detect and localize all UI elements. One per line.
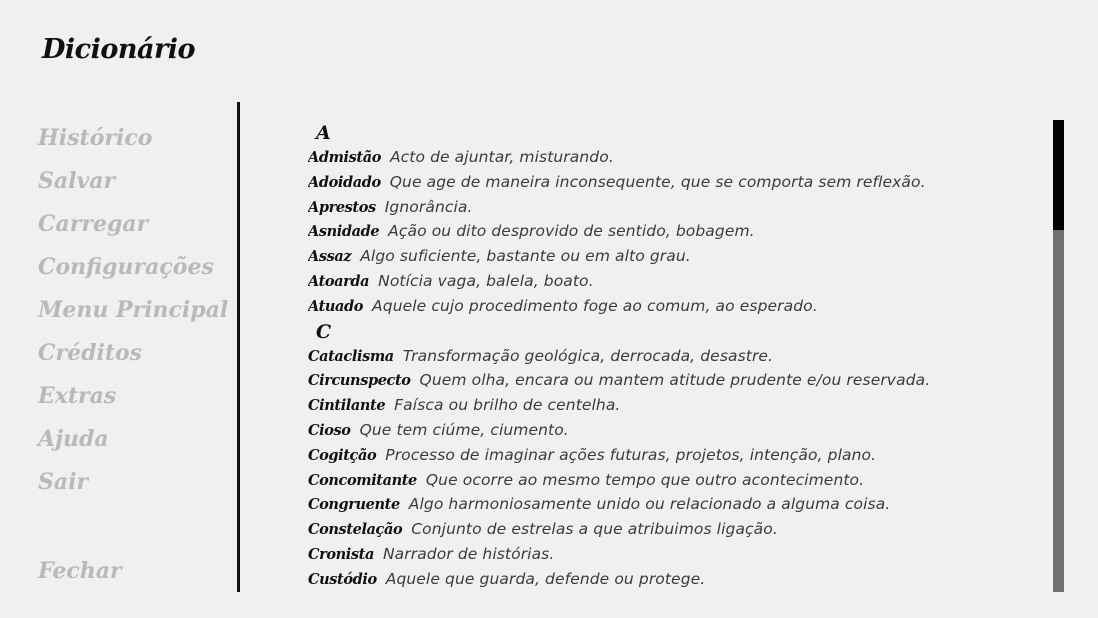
list-item — [308, 418, 1038, 443]
scrollbar[interactable] — [1053, 120, 1064, 592]
entry-word: Concomitante — [308, 471, 417, 489]
entry-definition: Ação ou dito desprovido de sentido, bobagem. — [388, 222, 755, 241]
list-item — [308, 294, 1038, 319]
list-item — [308, 517, 1038, 542]
entry-definition: Processo de imaginar ações futuras, projetos, intenção, plano. — [385, 445, 877, 464]
close-button[interactable]: Fechar — [38, 558, 122, 584]
list-item — [308, 542, 1038, 567]
menu-item-sair[interactable]: Sair — [38, 469, 89, 495]
list-item — [308, 344, 1038, 369]
list-item — [308, 567, 1038, 592]
entry-definition: Aquele cujo procedimento foge ao comum, ao esperado. — [372, 296, 818, 315]
entry-word: Constelação — [308, 521, 403, 539]
section-letter: A — [316, 122, 331, 144]
page-title: Dicionário — [42, 34, 195, 65]
entry-word: Aprestos — [308, 198, 376, 216]
entry-word: Cogitção — [308, 446, 377, 464]
list-item — [308, 468, 1038, 493]
section-letter: C — [316, 320, 332, 343]
entry-word: Cioso — [308, 421, 351, 439]
menu-item-carregar[interactable]: Carregar — [38, 211, 149, 237]
list-item — [308, 170, 1038, 195]
entry-definition: Que tem ciúme, ciumento. — [359, 420, 569, 439]
list-item — [308, 219, 1038, 244]
game-menu — [38, 120, 228, 507]
list-item — [308, 492, 1038, 517]
list-item — [308, 269, 1038, 294]
entry-word: Asnidade — [308, 223, 380, 241]
menu-item-ajuda[interactable]: Ajuda — [38, 426, 109, 452]
entry-definition: Acto de ajuntar, misturando. — [389, 148, 614, 166]
list-item — [308, 145, 1038, 170]
entry-word: Cronista — [308, 545, 374, 563]
entry-definition: Quem olha, encara ou mantem atitude prudente e/ou reservada. — [419, 371, 931, 390]
entry-definition: Transformação geológica, derrocada, desastre. — [402, 346, 774, 365]
entry-word: Adoidado — [308, 173, 381, 191]
menu-item-historico[interactable]: Histórico — [38, 125, 153, 151]
entry-word: Congruente — [308, 496, 400, 514]
entry-definition: Algo harmoniosamente unido ou relacionado a alguma coisa. — [408, 495, 891, 514]
list-item — [308, 368, 1038, 393]
entry-word: Cataclisma — [308, 347, 394, 365]
divider — [237, 102, 240, 592]
list-item — [308, 393, 1038, 418]
entry-definition: Ignorância. — [384, 197, 473, 216]
list-item — [308, 443, 1038, 468]
entry-word: Cintilante — [308, 397, 386, 415]
entry-word: Custódio — [308, 570, 377, 588]
list-item — [308, 195, 1038, 220]
menu-item-extras[interactable]: Extras — [38, 383, 117, 409]
entry-definition: Faísca ou brilho de centelha. — [394, 396, 621, 415]
entry-definition: Algo suficiente, bastante ou em alto grau. — [360, 247, 691, 266]
entry-word: Atuado — [308, 297, 364, 315]
menu-item-menu-principal[interactable]: Menu Principal — [38, 297, 229, 323]
entry-definition: Conjunto de estrelas a que atribuimos ligação. — [411, 520, 778, 539]
menu-item-configuracoes[interactable]: Configurações — [38, 254, 214, 280]
scrollbar-thumb[interactable] — [1053, 120, 1064, 230]
entry-definition: Narrador de histórias. — [382, 544, 555, 563]
entry-definition: Aquele que guarda, defende ou protege. — [385, 569, 706, 588]
dictionary-list[interactable] — [308, 120, 1038, 592]
entry-word: Admistão — [308, 149, 381, 166]
entry-definition: Que age de maneira inconsequente, que se comporta sem reflexão. — [389, 172, 926, 191]
menu-item-creditos[interactable]: Créditos — [38, 340, 143, 366]
entry-definition: Notícia vaga, balela, boato. — [378, 271, 594, 290]
list-item — [308, 244, 1038, 269]
entry-word: Assaz — [308, 248, 352, 266]
entry-word: Circunspecto — [308, 372, 411, 390]
entry-definition: Que ocorre ao mesmo tempo que outro acontecimento. — [425, 470, 865, 489]
entry-word: Atoarda — [308, 272, 370, 290]
menu-item-salvar[interactable]: Salvar — [38, 168, 116, 194]
